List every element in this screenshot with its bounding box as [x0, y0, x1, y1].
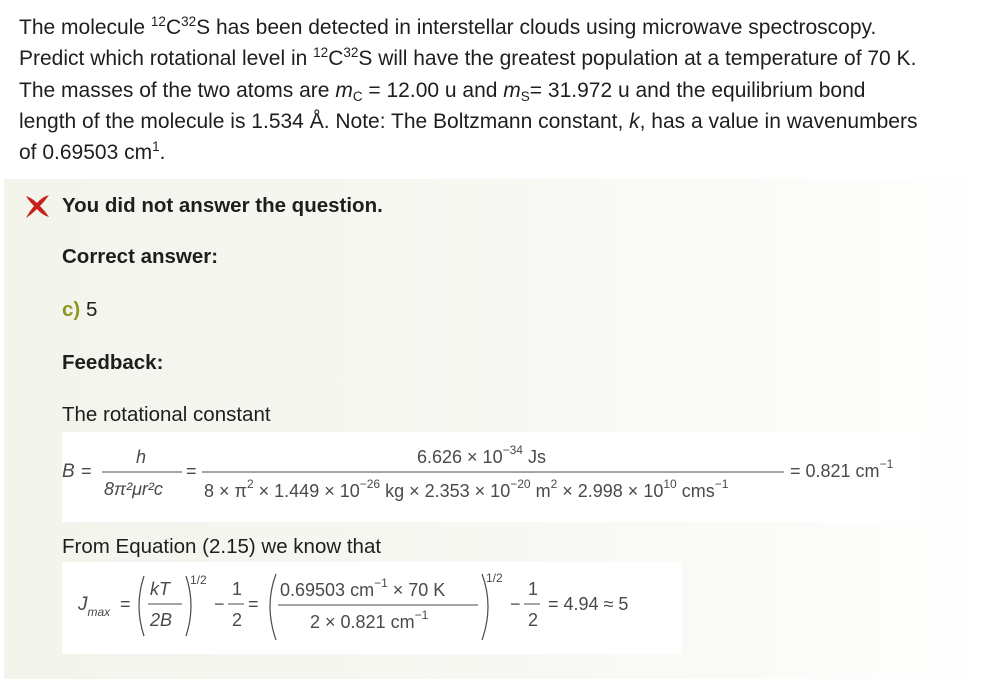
correct-answer-label: Correct answer: — [62, 245, 219, 268]
eq2-exp-1: 1/2 — [190, 573, 207, 587]
equation-reference: From Equation (2.15) we know that — [62, 535, 382, 558]
eq1-f2-num: $6.626 \times 10^{-34}$ Js — [417, 443, 546, 467]
eq2-num: 0.69503 $cm^{-1} \times 70$ K — [280, 576, 446, 600]
eq1-f2-den: $8 \times \pi^2 \times 1.449 \times 10^{-26}$ kg × $2.353 \times 10^{-20}$ $m^2 \times 2.998 \times 10^{10}$ cms$^{-1}$ — [204, 477, 729, 501]
jmax-equation — [62, 562, 682, 654]
feedback-intro: The rotational constant — [62, 403, 271, 426]
eq2-2B: 2B — [150, 610, 173, 630]
eq2-lhs: $J_{max}$ — [78, 594, 111, 619]
eq2-kT: kT — [150, 579, 170, 599]
eq2-minus-2: − — [510, 594, 521, 614]
eq1-f1-den: 8π²μr²c — [104, 479, 163, 499]
answer-value: 5 — [85, 298, 98, 321]
status-message: You did not answer the question. — [62, 194, 383, 217]
eq2-one-1: 1 — [232, 579, 243, 599]
eq2-one-2: 1 — [528, 579, 539, 599]
eq1-equals: = — [81, 461, 92, 481]
eq2-den: 2 × 0.821 $cm^{-1}$ — [310, 608, 429, 632]
x-icon — [22, 192, 52, 220]
eq2-exp-2: 1/2 — [486, 571, 503, 585]
eq2-result: = 4.94 ≈ 5 — [548, 594, 629, 614]
answer-status — [22, 192, 383, 220]
rotational-constant-equation — [62, 432, 923, 522]
answer-letter: c) — [62, 298, 81, 321]
eq2-two-1: 2 — [232, 610, 243, 630]
eq1-equals-2: = — [186, 461, 197, 481]
eq2-minus-1: − — [214, 594, 225, 614]
eq1-result: = 0.821 $cm^{-1}$ — [790, 457, 894, 481]
eq2-equals: = — [120, 594, 131, 614]
eq1-f1-num: h — [136, 447, 147, 467]
eq1-lhs: B — [62, 461, 75, 482]
correct-answer — [62, 298, 97, 322]
question-text: The molecule $^{12}C^{32}S$ has been detected in interstellar clouds using microwave spectroscopy. Predict which rotational level in $^{12}C^{32}S$ will have the greatest population at a temperature of 70 K. The masses of the two atoms are $m_C = 12.00$ u and $m_S= 31.972$ u and the equilibrium bond length of the molecule is 1.534 Å. Note: The Boltzmann constant, k, has a value in wavenumbers of 0.69503 $cm^1$. — [19, 14, 918, 165]
eq2-two-2: 2 — [528, 610, 539, 630]
eq2-equals-2: = — [248, 594, 259, 614]
feedback-label: Feedback: — [62, 351, 164, 374]
